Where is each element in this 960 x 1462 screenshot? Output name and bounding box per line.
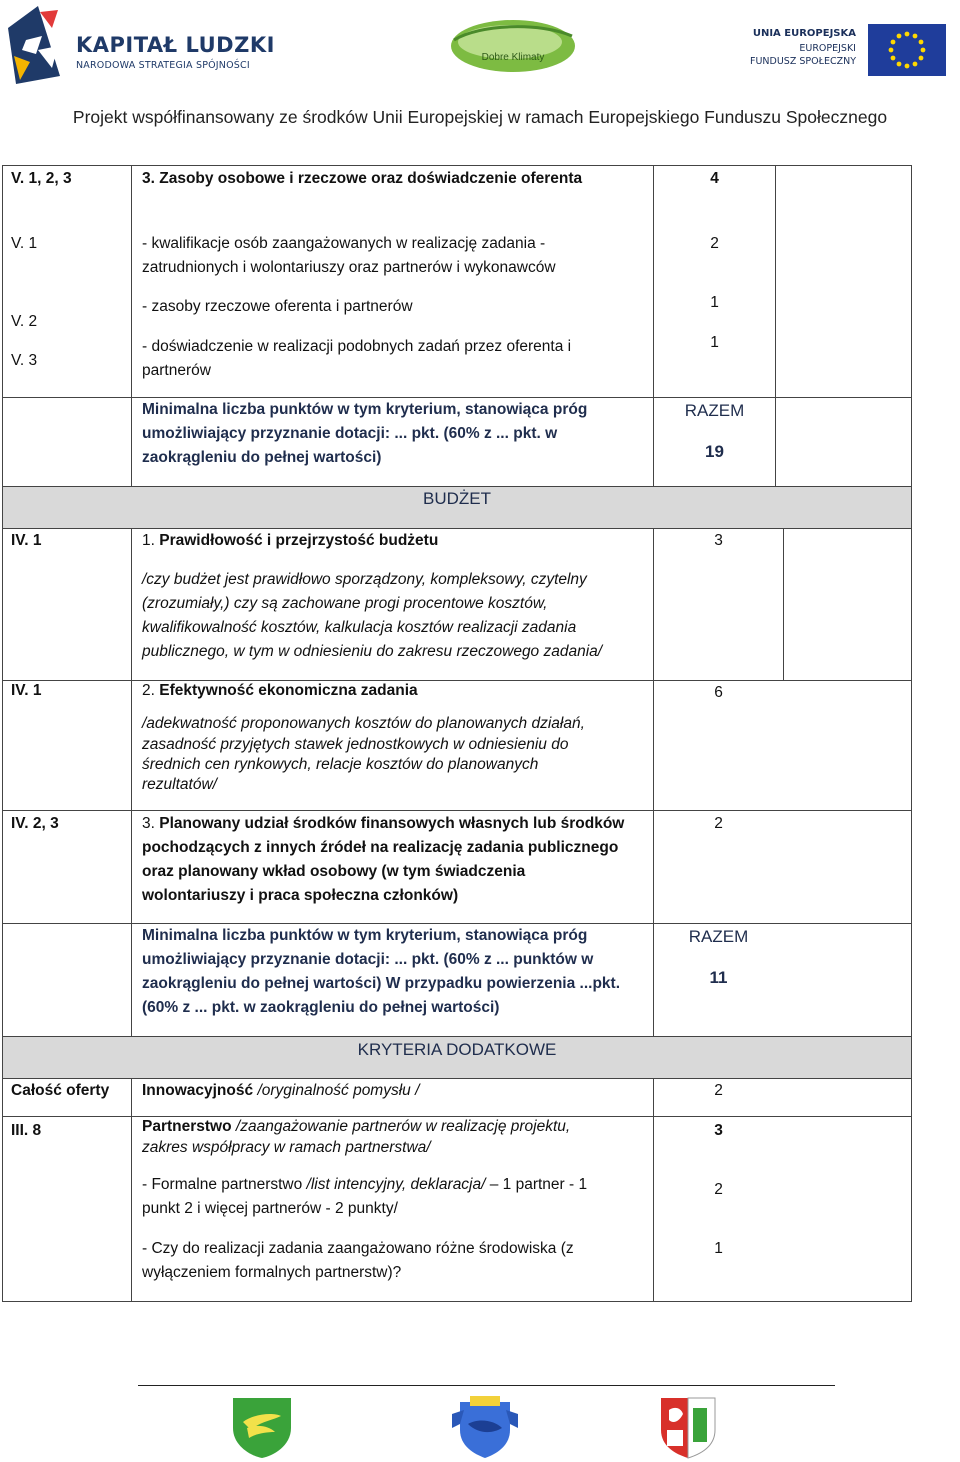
- b2-desc-3: średnich cen rynkowych, relacje kosztów do planowanych: [142, 756, 539, 773]
- dobre-klimaty-logo: [450, 18, 576, 76]
- eu-label-3: FUNDUSZ SPOŁECZNY: [750, 56, 856, 67]
- part-title: Partnerstwo: [142, 1118, 232, 1135]
- b1-number: 1.: [142, 532, 155, 549]
- min1-total: 19: [705, 442, 724, 461]
- s1-item-1-points: 2: [710, 235, 719, 252]
- min2-total: 11: [709, 968, 728, 987]
- dobre-klimaty-leaf-icon: [450, 18, 576, 76]
- part-formal-line-1: [142, 1173, 587, 1197]
- col-divider: [775, 165, 776, 486]
- part-formal-c: – 1 partner - 1: [485, 1176, 588, 1193]
- inno-desc: /oryginalność pomysłu /: [257, 1082, 420, 1099]
- inno-row: [142, 1079, 419, 1103]
- s1-item-2-points: 1: [710, 294, 719, 311]
- s1-item-ref-1: V. 1: [11, 235, 38, 252]
- min2-line-4: (60% z ... pkt. w zaokrągleniu do pełnej wartości): [142, 999, 500, 1016]
- inno-points: 2: [714, 1082, 723, 1099]
- part-desc-1: /zaangażowanie partnerów w realizację projektu,: [235, 1118, 571, 1135]
- col-divider: [653, 165, 654, 486]
- b1-ref: IV. 1: [11, 532, 42, 549]
- eu-flag-icon: [868, 24, 946, 76]
- min1-line-3: zaokrągleniu do pełnej wartości): [142, 449, 382, 466]
- s1-item-1-line-2: zatrudnionych i wolontariuszy oraz partnerów i wykonawców: [142, 259, 556, 276]
- b2-desc-2: zasadność przyjętych stawek jednostkowych w odniesieniu do: [142, 736, 569, 753]
- dobre-klimaty-text: Dobre Klimaty: [481, 52, 545, 63]
- eu-logo: [700, 24, 946, 78]
- part-env-line-1: - Czy do realizacji zadania zaangażowano różne środowiska (z: [142, 1240, 574, 1257]
- col-divider: [131, 528, 132, 1036]
- b1-desc-3: kwalifikowalność kosztów, kalkulacja kosztów realizacji zadania: [142, 619, 577, 636]
- inno-ref: Całość oferty: [11, 1082, 110, 1099]
- b1-points: 3: [714, 532, 723, 549]
- s1-item-1-line-1: - kwalifikacje osób zaangażowanych w realizację zadania -: [142, 235, 546, 252]
- s1-item-3-line-1: - doświadczenie w realizacji podobnych zadań przez oferenta i: [142, 338, 572, 355]
- part-formal-b: /list intencyjny, deklaracja/: [306, 1176, 486, 1193]
- part-formal-line-2: punkt 2 i więcej partnerów - 2 punkty/: [142, 1200, 398, 1217]
- s1-points: 4: [710, 170, 719, 187]
- part-ref: III. 8: [11, 1122, 42, 1139]
- col-divider: [911, 165, 912, 1302]
- col-divider: [131, 1078, 132, 1301]
- eu-label-1: UNIA EUROPEJSKA: [752, 28, 856, 39]
- b3-line-1: Planowany udział środków finansowych własnych lub środków: [159, 815, 625, 832]
- b3-number: 3.: [142, 815, 155, 832]
- kapital-ludzki-emblem-icon: [8, 6, 70, 86]
- b1-title: Prawidłowość i przejrzystość budżetu: [159, 532, 439, 549]
- s1-ref: V. 1, 2, 3: [11, 170, 72, 187]
- b3-line-4: wolontariuszy i praca społeczna członków): [142, 887, 459, 904]
- col-divider: [2, 165, 3, 1302]
- part-env-line-2: wyłączeniem formalnych partnerstw)?: [142, 1264, 402, 1281]
- b2-desc-1: /adekwatność proponowanych kosztów do planowanych działań,: [142, 715, 585, 732]
- s1-item-3-points: 1: [710, 334, 719, 351]
- min2-line-2: umożliwiający przyznanie dotacji: ... pkt. (60% z ... punktów w: [142, 951, 594, 968]
- b1-desc-4: publicznego, w tym w odniesieniu do zakresu rzeczowego zadania/: [142, 643, 603, 660]
- b2-title-row: [142, 679, 418, 703]
- part-formal-points: 2: [714, 1181, 723, 1198]
- s1-item-ref-3: V. 3: [11, 352, 38, 369]
- b2-title: Efektywność ekonomiczna zadania: [159, 682, 418, 699]
- min1-razem: RAZEM: [684, 401, 745, 420]
- eu-label-2: EUROPEJSKI: [799, 43, 856, 54]
- budzet-heading: BUDŻET: [423, 489, 491, 508]
- part-row: [142, 1117, 570, 1137]
- green-coat-of-arms-icon: [229, 1394, 295, 1460]
- extra-heading: KRYTERIA DODATKOWE: [357, 1040, 557, 1059]
- s1-item-2: - zasoby rzeczowe oferenta i partnerów: [142, 298, 413, 315]
- b3-line-1-row: [142, 812, 624, 836]
- footer-rule: [138, 1385, 835, 1386]
- b2-ref: IV. 1: [11, 682, 42, 699]
- row-divider: [2, 1301, 912, 1302]
- blue-coat-of-arms-icon: [450, 1394, 520, 1460]
- s1-title: 3. Zasoby osobowe i rzeczowe oraz doświadczenie oferenta: [142, 170, 583, 187]
- b2-points: 6: [714, 684, 723, 701]
- b2-desc-4: rezultatów/: [142, 776, 217, 793]
- b3-line-2: pochodzących z innych źródeł na realizację zadania publicznego: [142, 839, 619, 856]
- b3-points: 2: [714, 815, 723, 832]
- col-divider: [131, 165, 132, 486]
- b1-desc-2: (zrozumiały,) czy są zachowane progi procentowe kosztów,: [142, 595, 548, 612]
- row-divider: [2, 1036, 912, 1037]
- min1-line-2: umożliwiający przyznanie dotacji: ... pkt. (60% z ... pkt. w: [142, 425, 558, 442]
- part-points: 3: [714, 1122, 723, 1139]
- part-env-points: 1: [714, 1240, 723, 1257]
- project-cofinancing-line: Projekt współfinansowany ze środków Unii Europejskiej w ramach Europejskiego Funduszu Społecznego: [72, 107, 888, 127]
- row-divider: [2, 810, 912, 811]
- min2-line-1: Minimalna liczba punktów w tym kryterium, stanowiąca próg: [142, 927, 588, 944]
- s1-item-ref-2: V. 2: [11, 313, 38, 330]
- b2-number: 2.: [142, 682, 155, 699]
- min2-razem: RAZEM: [688, 927, 749, 946]
- kapital-ludzki-logo: [8, 6, 275, 86]
- part-desc-2: zakres współpracy w ramach partnerstwa/: [142, 1139, 431, 1156]
- b3-line-3: oraz planowany wkład osobowy (w tym świadczenia: [142, 863, 526, 880]
- min1-line-1: Minimalna liczba punktów w tym kryterium, stanowiąca próg: [142, 401, 588, 418]
- b1-desc-1: /czy budżet jest prawidłowo sporządzony, kompleksowy, czytelny: [142, 571, 587, 588]
- kapital-ludzki-subtitle: NARODOWA STRATEGIA SPÓJNOŚCI: [76, 60, 250, 71]
- inno-title: Innowacyjność: [142, 1082, 254, 1099]
- part-formal-a: - Formalne partnerstwo: [142, 1176, 307, 1193]
- red-coat-of-arms-icon: [659, 1394, 717, 1460]
- kapital-ludzki-title: KAPITAŁ LUDZKI: [76, 33, 275, 57]
- b3-ref: IV. 2, 3: [11, 815, 59, 832]
- col-divider: [653, 528, 654, 1036]
- s1-item-3-line-2: partnerów: [142, 362, 211, 379]
- b1-title-row: [142, 529, 438, 553]
- col-divider: [783, 528, 784, 680]
- min2-line-3: zaokrągleniu do pełnej wartości) W przypadku powierzenia ...pkt.: [142, 975, 621, 992]
